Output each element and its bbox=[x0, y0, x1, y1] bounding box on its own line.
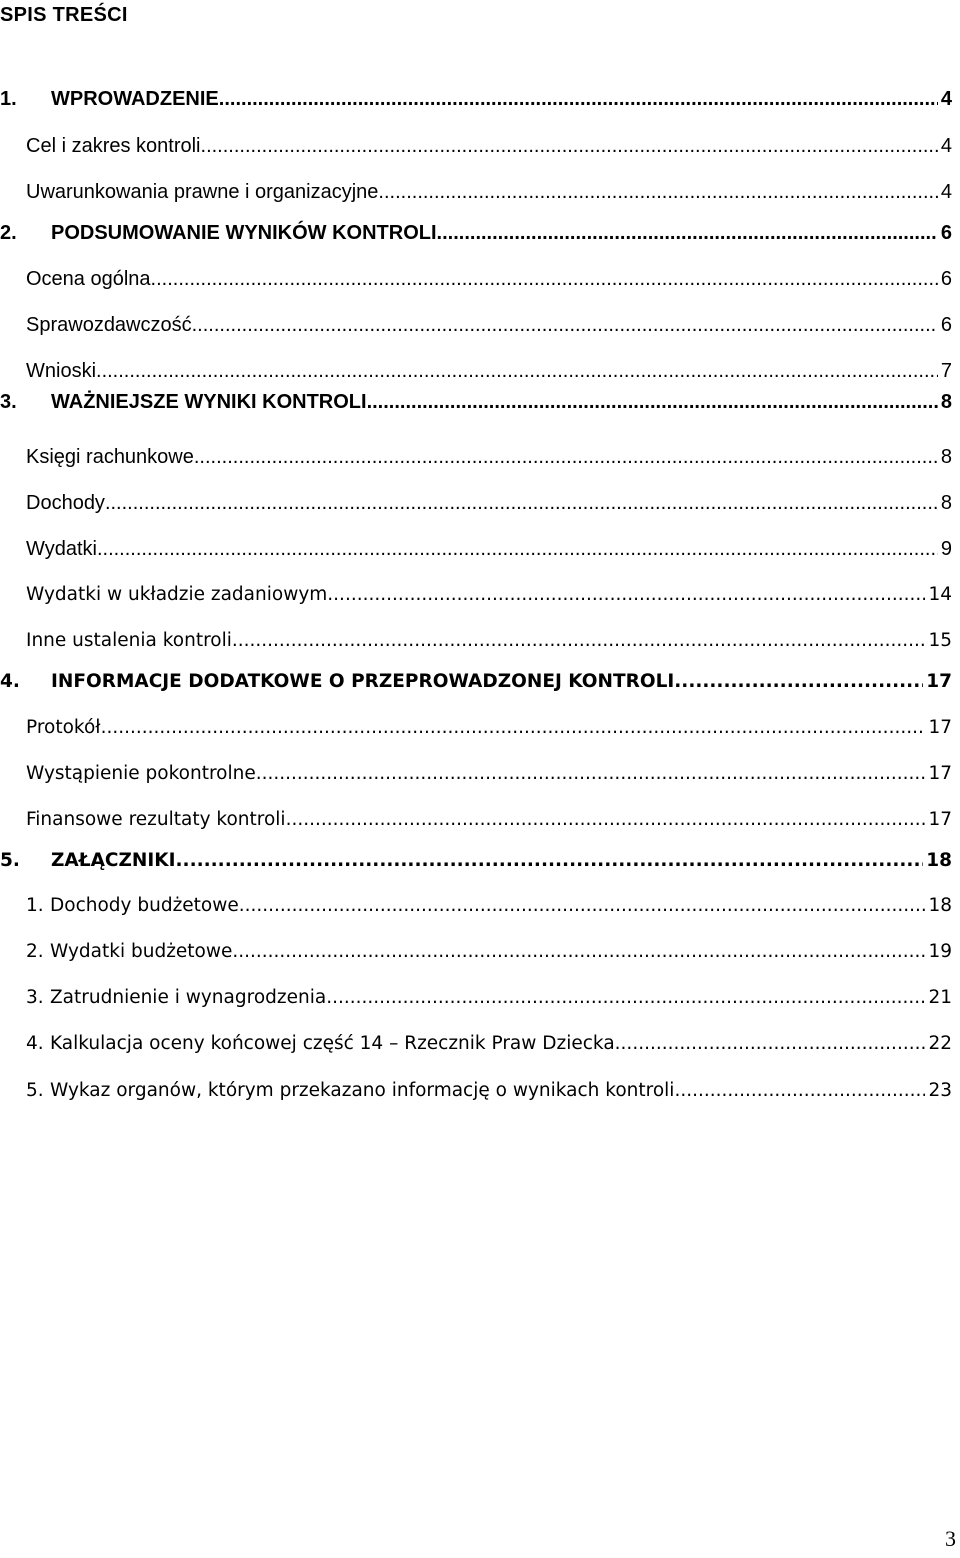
toc-entry-number: 2. bbox=[0, 222, 17, 244]
toc-entry[interactable] bbox=[26, 987, 952, 1017]
toc-entry[interactable] bbox=[26, 1033, 952, 1063]
toc-entry-label: INFORMACJE DODATKOWE O PRZEPROWADZONEJ KONTROLI bbox=[51, 671, 675, 692]
toc-entry[interactable] bbox=[26, 446, 952, 476]
toc-entry-page: 6 bbox=[940, 314, 952, 336]
dot-leader bbox=[378, 181, 937, 204]
toc-entry-label: Wnioski bbox=[26, 360, 97, 382]
page-title: SPIS TREŚCI bbox=[0, 4, 128, 26]
toc-entry-page: 4 bbox=[940, 181, 952, 203]
toc-entry-label: PODSUMOWANIE WYNIKÓW KONTROLI bbox=[51, 222, 437, 244]
dot-leader bbox=[327, 584, 925, 605]
toc-entry-label: Finansowe rezultaty kontroli bbox=[26, 809, 286, 830]
toc-entry-page: 4 bbox=[940, 135, 952, 157]
dot-leader bbox=[176, 850, 924, 871]
toc-entry-label: Cel i zakres kontroli bbox=[26, 135, 201, 157]
toc-entry[interactable] bbox=[26, 1080, 952, 1110]
page-number: 3 bbox=[945, 1526, 956, 1551]
toc-entry-number: 5. bbox=[0, 850, 20, 871]
dot-leader bbox=[256, 763, 926, 784]
toc-entry-number: 1. bbox=[0, 88, 17, 110]
toc-entry-label: Protokół bbox=[26, 717, 101, 738]
dot-leader bbox=[194, 446, 938, 469]
toc-entry[interactable] bbox=[26, 135, 952, 165]
toc-entry-label: Ocena ogólna bbox=[26, 268, 151, 290]
toc-entry[interactable] bbox=[26, 717, 952, 747]
dot-leader bbox=[97, 538, 938, 561]
toc-entry[interactable] bbox=[26, 941, 952, 971]
dot-leader bbox=[615, 1033, 926, 1054]
toc-entry-number: 3. bbox=[26, 987, 44, 1008]
toc-entry-number: 1. bbox=[26, 895, 44, 916]
toc-entry-number: 4. bbox=[0, 671, 20, 692]
toc-entry-page: 18 bbox=[926, 850, 952, 871]
dot-leader bbox=[201, 135, 938, 158]
toc-entry-page: 8 bbox=[940, 446, 952, 468]
toc-entry-page: 7 bbox=[940, 360, 952, 382]
toc-entry-label: Inne ustalenia kontroli bbox=[26, 630, 232, 651]
toc-entry-label: Wystąpienie pokontrolne bbox=[26, 763, 256, 784]
toc-entry[interactable] bbox=[26, 538, 952, 568]
toc-entry-number: 3. bbox=[0, 391, 17, 413]
toc-entry-label: Wydatki budżetowe bbox=[50, 941, 233, 962]
toc-entry-label: Wykaz organów, którym przekazano informację o wynikach kontroli bbox=[50, 1080, 675, 1101]
toc-entry[interactable] bbox=[26, 630, 952, 660]
toc-entry-label: ZAŁĄCZNIKI bbox=[51, 850, 176, 871]
toc-entry-label: WPROWADZENIE bbox=[51, 88, 219, 110]
dot-leader bbox=[674, 1080, 925, 1101]
toc-entry-number: 2. bbox=[26, 941, 44, 962]
dot-leader bbox=[437, 222, 938, 245]
toc-entry[interactable] bbox=[26, 895, 952, 925]
toc-entry-page: 8 bbox=[940, 391, 952, 413]
dot-leader bbox=[367, 391, 938, 414]
toc-entry-number: 5. bbox=[26, 1080, 44, 1101]
toc-entry-label: Księgi rachunkowe bbox=[26, 446, 194, 468]
toc-entry[interactable] bbox=[0, 88, 952, 118]
toc-entry[interactable] bbox=[0, 391, 952, 421]
toc-entry-number: 4. bbox=[26, 1033, 44, 1054]
toc-entry-page: 15 bbox=[928, 630, 952, 651]
dot-leader bbox=[232, 630, 926, 651]
toc-entry-label: Wydatki w układzie zadaniowym bbox=[26, 584, 328, 605]
dot-leader bbox=[192, 314, 938, 337]
toc-entry-page: 18 bbox=[928, 895, 952, 916]
dot-leader bbox=[219, 88, 938, 111]
toc-entry-label: Kalkulacja oceny końcowej część 14 – Rzecznik Praw Dziecka bbox=[50, 1033, 615, 1054]
toc-entry-page: 6 bbox=[940, 222, 952, 244]
toc-entry[interactable] bbox=[26, 763, 952, 793]
toc-entry[interactable] bbox=[26, 492, 952, 522]
toc-entry[interactable] bbox=[26, 314, 952, 344]
toc-entry-page: 17 bbox=[928, 763, 952, 784]
toc-entry[interactable] bbox=[0, 850, 952, 880]
dot-leader bbox=[232, 941, 925, 962]
toc-entry-label: Dochody budżetowe bbox=[50, 895, 239, 916]
toc-entry-label: Sprawozdawczość bbox=[26, 314, 192, 336]
toc-entry-label: Wydatki bbox=[26, 538, 97, 560]
toc-entry-page: 9 bbox=[940, 538, 952, 560]
toc-entry[interactable] bbox=[26, 584, 952, 614]
dot-leader bbox=[286, 809, 926, 830]
dot-leader bbox=[101, 717, 926, 738]
toc-entry-page: 17 bbox=[928, 717, 952, 738]
toc-entry-page: 17 bbox=[928, 809, 952, 830]
toc-entry[interactable] bbox=[26, 181, 952, 211]
toc-entry[interactable] bbox=[0, 671, 952, 701]
dot-leader bbox=[151, 268, 938, 291]
toc-entry-page: 21 bbox=[928, 987, 952, 1008]
toc-entry-page: 14 bbox=[928, 584, 952, 605]
dot-leader bbox=[674, 671, 923, 692]
dot-leader bbox=[326, 987, 925, 1008]
toc-entry-page: 19 bbox=[928, 941, 952, 962]
toc-entry-page: 23 bbox=[928, 1080, 952, 1101]
toc-entry-page: 6 bbox=[940, 268, 952, 290]
toc-entry-label: WAŻNIEJSZE WYNIKI KONTROLI bbox=[51, 391, 367, 413]
toc-entry[interactable] bbox=[26, 360, 952, 390]
dot-leader bbox=[239, 895, 926, 916]
toc-entry-page: 8 bbox=[940, 492, 952, 514]
dot-leader bbox=[96, 360, 938, 383]
toc-entry-label: Zatrudnienie i wynagrodzenia bbox=[50, 987, 327, 1008]
dot-leader bbox=[105, 492, 938, 515]
toc-entry[interactable] bbox=[0, 222, 952, 252]
toc-entry[interactable] bbox=[26, 809, 952, 839]
toc-entry-label: Dochody bbox=[26, 492, 105, 514]
toc-entry-page: 22 bbox=[928, 1033, 952, 1054]
toc-entry-page: 4 bbox=[940, 88, 952, 110]
toc-entry-page: 17 bbox=[926, 671, 952, 692]
toc-entry[interactable] bbox=[26, 268, 952, 298]
toc-entry-label: Uwarunkowania prawne i organizacyjne bbox=[26, 181, 379, 203]
